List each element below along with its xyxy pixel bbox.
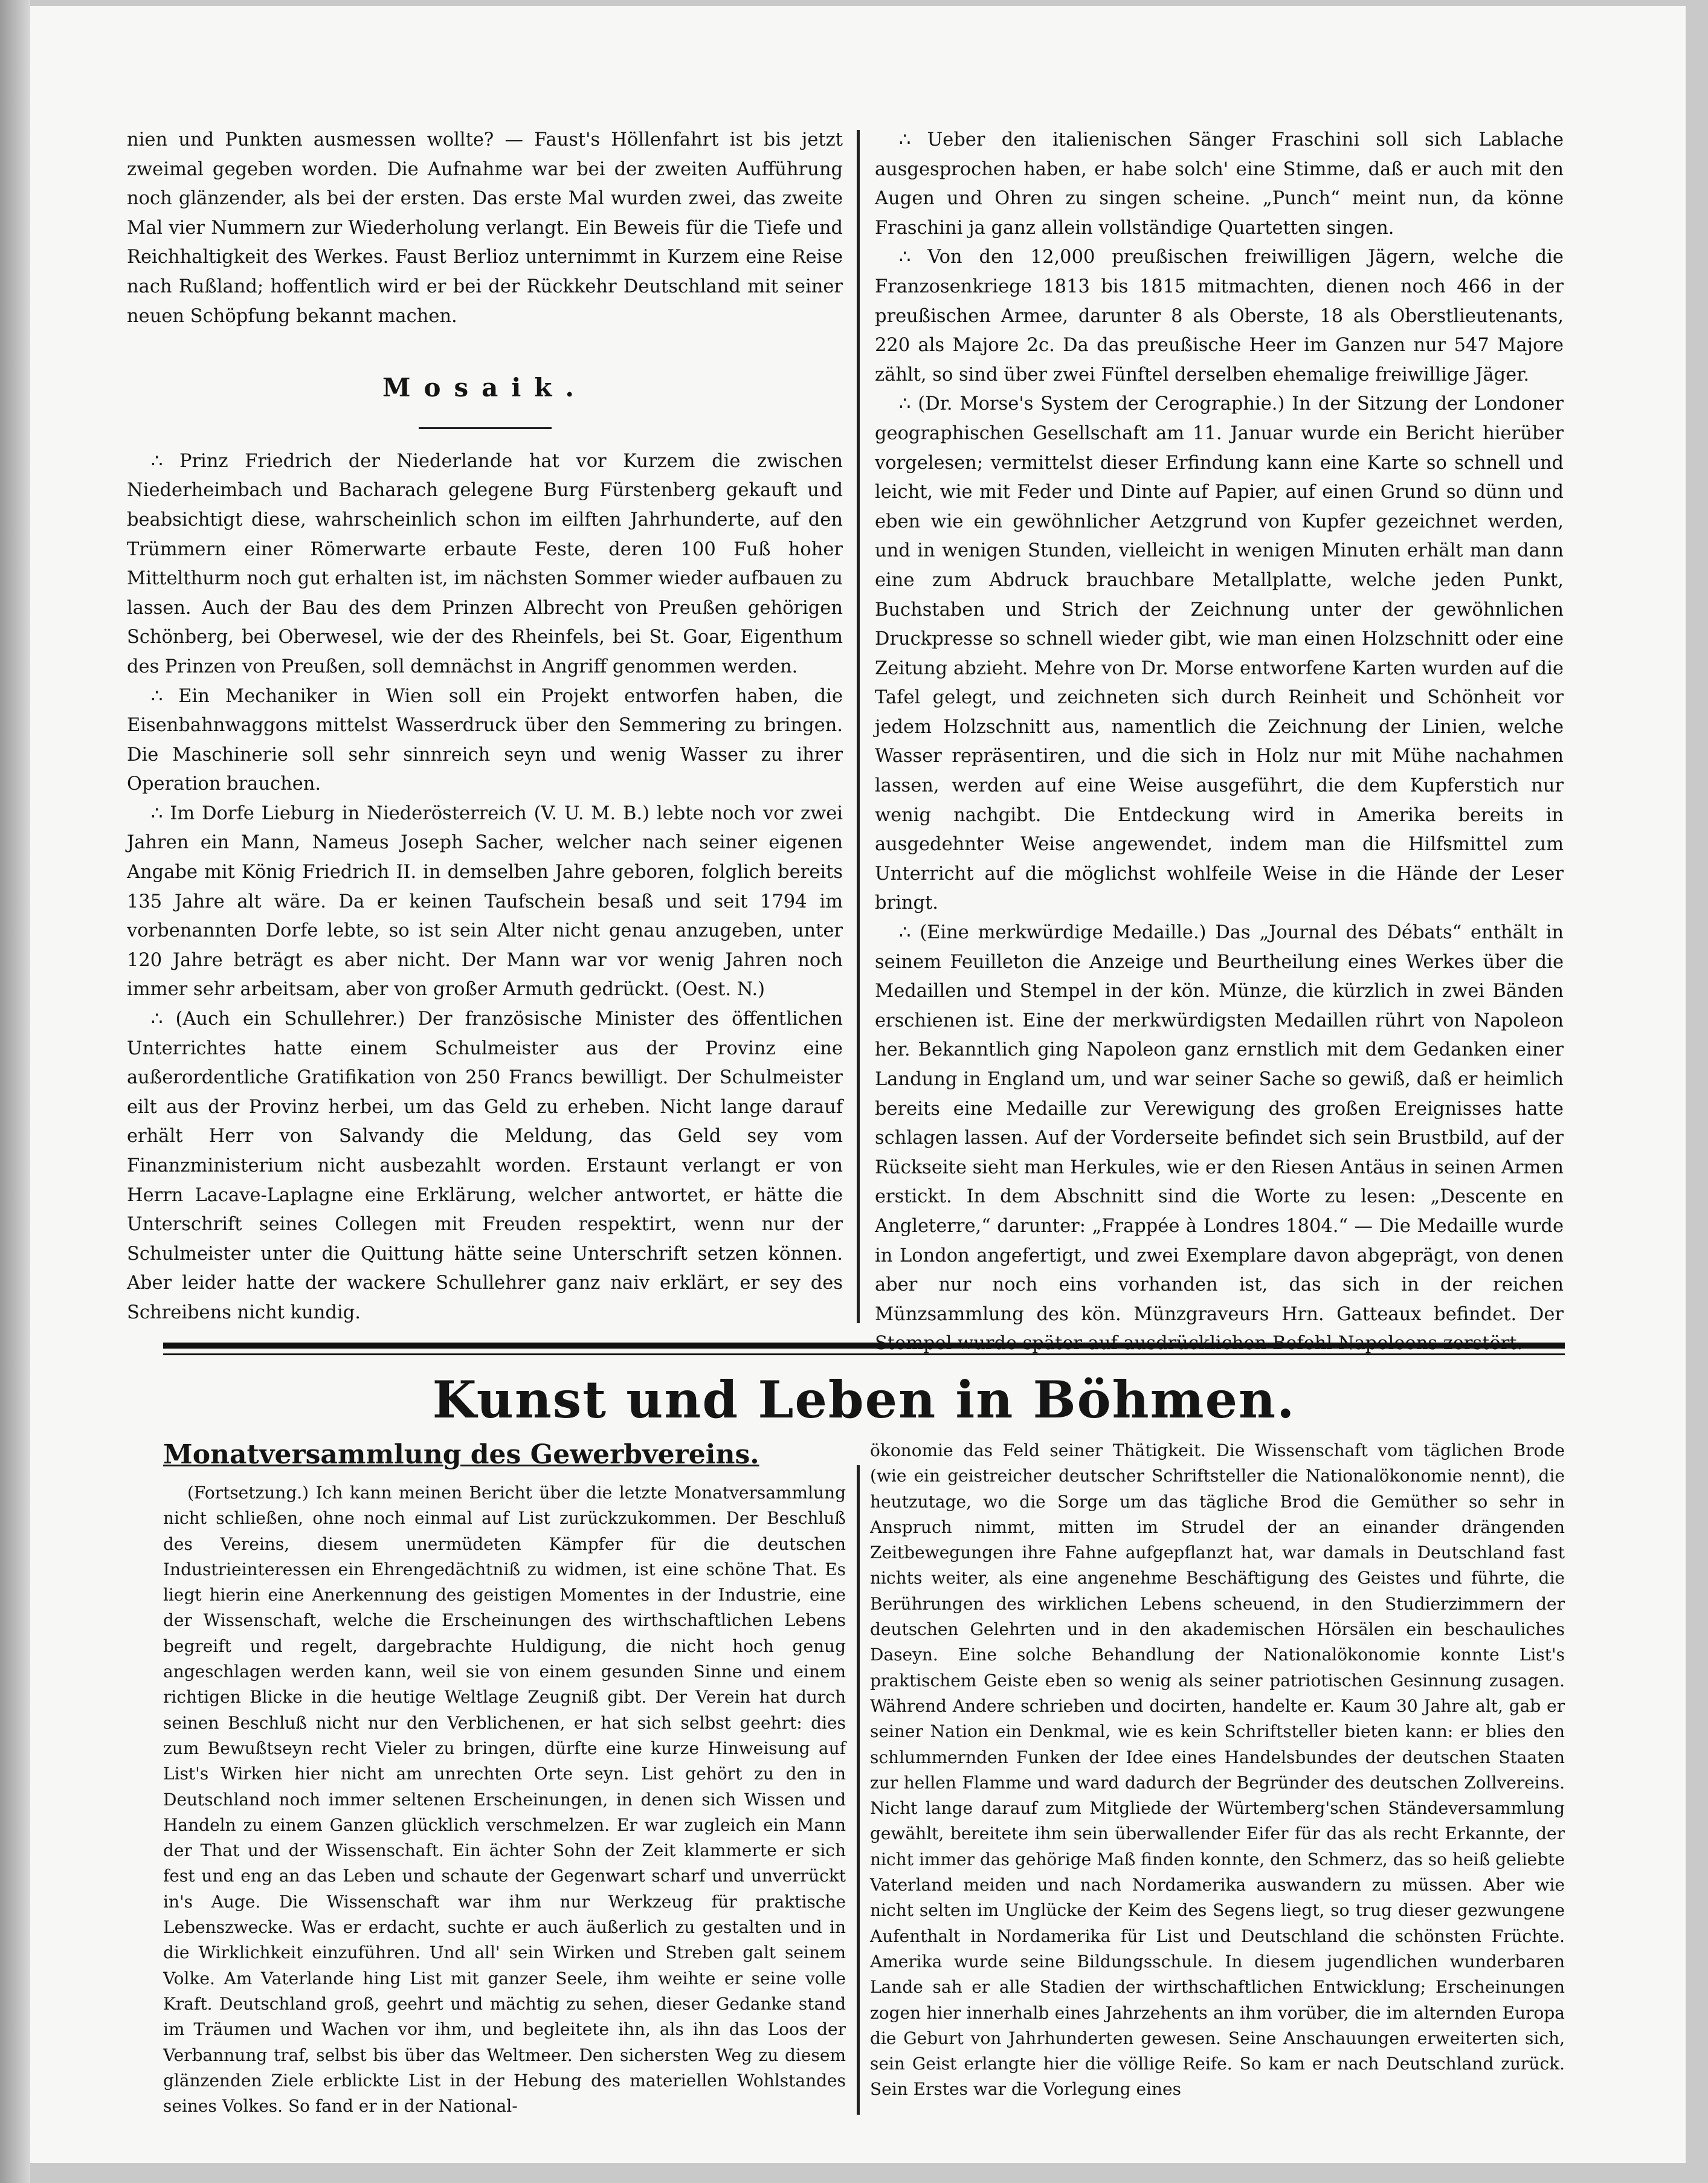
article-fraschini: ∴ Ueber den italienischen Sänger Fraschini soll sich Lablache ausgesprochen haben, er habe solch' eine Stimme, daß er auch mit den Augen und Ohren zu singen scheine. „Punch“ meint nun, da könne Fraschini ja ganz allein vollständige Quartetten singen.	[875, 129, 1564, 239]
article-schullehrer: ∴ (Auch ein Schullehrer.) Der französische Minister des öffentlichen Unterrichtes hatte einem Schulmeister aus der Provinz eine außerordentliche Gratifikation von 250 Francs bewilligt. Der Schulmeister eilt aus der Provinz herbei, um das Geld zu erheben. Nicht lange darauf erhält Herr von Salvandy die Meldung, das Geld sey vom Finanzministerium nicht ausbezahlt worden. Erstaunt verlangt er von Herrn Lacave-Laplagne eine Erklärung, welcher antwortet, er hätte die Unterschrift seines Collegen mit Freuden respektirt, wenn nur der Schulmeister unter die Quittung hätte seine Unterschrift setzen können. Aber leider hatte der wackere Schullehrer ganz naiv erklärt, er sey des Schreibens nicht kundig.	[127, 1008, 843, 1323]
article-freiwillige-jaeger: ∴ Von den 12,000 preußischen freiwilligen Jägern, welche die Franzosenkriege 1813 bis 1815 mitmachten, dienen noch 466 in der preußischen Armee, darunter 8 als Oberste, 18 als Oberstlieutenants, 220 als Majore 2c. Da das preußische Heer im Ganzen nur 547 Majore zählt, so sind über zwei Fünftel derselben ehemalige freiwillige Jäger.	[875, 247, 1564, 385]
subheading-gewerbverein: Monatversammlung des Gewerbvereins.	[163, 1439, 759, 1470]
column-bottom-left	[163, 1438, 846, 2127]
column-divider-bottom	[857, 1465, 860, 2115]
gewerbverein-text-left: (Fortsetzung.) Ich kann meinen Bericht über die letzte Monatversammlung nicht schließen, ohne noch einmal auf List zurückzukommen. Der Beschluß des Vereins, diesem unermüdeten Kämpfer für die deutschen Industrieinteressen ein Ehrengedächtniß zu widmen, ist eine schöne That. Es liegt hierin eine Anerkennung des geistigen Momentes in der Industrie, eine der Wissenschaft, welche die Erscheinungen des wirthschaftlichen Lebens begreift und regelt, dargebrachte Huldigung, die nicht hoch genug angeschlagen werden kann, weil sie von einem gesunden Sinne und einem richtigen Blicke in die heutige Weltlage Zeugniß gibt. Der Verein hat durch seinen Beschluß nicht nur den Verblichenen, er hat sich selbst geehrt: dies zum Bewußtseyn recht Vieler zu bringen, dürfte eine kurze Hinweisung auf List's Wirken hier nicht am unrechten Orte seyn. List gehört zu den in Deutschland noch immer seltenen Erscheinungen, in denen sich Wissen und Handeln zu einem Ganzen glücklich verschmelzen. Er war zugleich ein Mann der That und der Wissenschaft. Ein ächter Sohn der Zeit klammerte er sich fest und eng an das Leben und schaute der Gegenwart scharf und unverrückt in's Auge. Die Wissenschaft war ihm nur Werkzeug für praktische Lebenszwecke. Was er erdacht, suchte er auch äußerlich zu gestalten und in die Wirklichkeit einzuführen. Und all' sein Wirken und Streben galt seinem Volke. Am Vaterlande hing List mit ganzer Seele, ihm weihte er seine volle Kraft. Deutschland groß, geehrt und mächtig zu sehen, dieser Gedanke stand im Träumen und Wachen vor ihm, und begleitete ihn, als ihn das Loos der Verbannung traf, selbst bis über das Weltmeer. Den sichersten Weg zu diesem glänzenden Ziele erblickte List in der Hebung des materiellen Wohlstandes seines Volkes. So fand er in der National-	[163, 1483, 846, 2117]
section-divider-thick	[163, 1343, 1565, 1349]
section-divider-thin	[163, 1353, 1565, 1355]
column-top-right	[851, 126, 1564, 1331]
article-medaille: ∴ (Eine merkwürdige Medaille.) Das „Journal des Débats“ enthält in seinem Feuilleton die Anzeige und Beurtheilung eines Werkes über die Medaillen und Stempel in der kön. Münze, die kürzlich in zwei Bänden erschienen ist. Eine der merkwürdigsten Medaillen rührt von Napoleon her. Bekanntlich ging Napoleon ganz ernstlich mit dem Gedanken einer Landung in England um, und war seiner Sache so gewiß, daß er heimlich bereits eine Medaille zur Verewigung des großen Ereignisses hatte schlagen lassen. Auf der Vorderseite befindet sich sein Brustbild, auf der Rückseite sieht man Herkules, wie er den Riesen Antäus in seinen Armen erstickt. In dem Abschnitt sind die Worte zu lesen: „Descente en Angleterre,“ darunter: „Frappée à Londres 1804.“ — Die Medaille wurde in London angefertigt, und zwei Exemplare davon abgeprägt, von denen aber nur noch eins vorhanden ist, das sich in der reichen Münzsammlung des kön. Münzgraveurs Hrn. Gatteaux befindet. Der	[875, 922, 1564, 1325]
column-bottom-right	[870, 1438, 1565, 2127]
scan-edge	[0, 0, 30, 2183]
berlioz-paragraph: nien und Punkten ausmessen wollte? — Faust's Höllenfahrt ist bis jetzt zweimal gegeben worden. Die Aufnahme war bei der zweiten Aufführung noch glänzender, als bei der ersten. Das erste Mal wurden zwei, das zweite Mal vier Nummern zur Wiederholung verlangt. Ein Beweis für die Tiefe und Reichhaltigkeit des Werkes. Faust Berlioz unternimmt in Kurzem eine Reise nach Rußland; hoffentlich wird er bei der Rückkehr Deutschland mit seiner neuen Schöpfung bekannt machen.	[127, 129, 843, 327]
article-prinz-friedrich: ∴ Prinz Friedrich der Niederlande hat vor Kurzem die zwischen Niederheimbach und Bacharach gelegene Burg Fürstenberg gekauft und beabsichtigt diese, wahrscheinlich schon im eilften Jahrhunderte, auf den Trümmern einer Römerwarte erbaute Feste, deren 100 Fuß hoher Mittelthurm noch gut erhalten ist, im nächsten Sommer wieder aufbauen zu lassen. Auch der Bau des dem Prinzen Albrecht von Preußen gehörigen Schönberg, bei Oberwesel, wie der des Rheinfels, bei St. Goar, Eigenthum des Prinzen von Preußen, soll demnächst in Angriff genommen werden.	[127, 450, 843, 677]
column-top-left	[127, 126, 843, 1331]
section-title: Kunst und Leben in Böhmen.	[432, 1370, 1296, 1430]
article-joseph-sacher: ∴ Im Dorfe Lieburg in Niederösterreich (V. U. M. B.) lebte noch vor zwei Jahren ein Mann, Nameus Joseph Sacher, welcher nach seiner eigenen Angabe mit König Friedrich II. in demselben Jahre geboren, folglich bereits 135 Jahre alt wäre. Da er keinen Taufschein besaß und seit 1794 im vorbenannten Dorfe lebte, so ist sein Alter nicht genau anzugeben, unter 120 Jahre beträgt es aber nicht. Der Mann war vor wenig Jahren noch immer sehr arbeitsam, aber von großer Armuth gedrückt. (Oest. N.)	[127, 802, 843, 1001]
article-mechaniker-wien: ∴ Ein Mechaniker in Wien soll ein Projekt entworfen haben, die Eisenbahnwaggons mittelst Wasserdruck über den Semmering zu bringen. Die Maschinerie soll sehr sinnreich seyn und wenig Wasser zu ihrer Operation brauchen.	[127, 685, 843, 795]
gewerbverein-text-right: ökonomie das Feld seiner Thätigkeit. Die Wissenschaft vom täglichen Brode (wie ein geistreicher deutscher Schriftsteller die Nationalökonomie nennt), die heutzutage, wo die Sorge um das tägliche Brod die Gemüther so sehr in Anspruch nimmt, mitten im Strudel der an einander drängenden Zeitbewegungen ihre Fahne aufgepflanzt hat, war damals in Deutschland fast nichts weiter, als eine angenehme Beschäftigung des Geistes und führte, die Berührungen des wirklichen Lebens scheuend, in den Studierzimmern der deutschen Gelehrten und in den akademischen Hörsälen ein beschauliches Daseyn. Eine solche Behandlung der Nationalökonomie konnte List's praktischem Geiste eben so wenig als seiner patriotischen Gesinnung zusagen. Während Andere schrieben und docirten, handelte er. Kaum 30 Jahre alt, gab er seiner Nation ein Denkmal, wie es kein Schriftsteller bieten kann: er blies den schlummernden Funken der Idee eines Handelsbundes der deutschen Staaten zur hellen Flamme und ward dadurch der Begründer des deutschen Zollvereins. Nicht lange darauf zum Mitgliede der Würtemberg'schen Ständeversammlung gewählt, bereitete ihm sein überwallender Eifer für das als recht Erkannte, der nicht immer das gehörige Maß finden konnte, den Schmerz, das so heiß geliebte Vaterland meiden und nach Nordamerika auswandern zu müssen. Aber wie nicht selten im Unglücke der Keim des Segens liegt, so trug dieser gezwungene Aufenthalt in Nordamerika für List und Deutschland die schönsten Früchte. Amerika wurde seine Bildungsschule. In diesem jugendlichen wunderbaren Lande sah er alle Stadien der wirthschaftlichen Entwicklung; Erscheinungen zogen hier innerhalb eines Jahrzehents an ihm vorüber, die im alternden Europa die Geburt von Jahrhunderten gewesen. Seine Anschauungen erweiterten sich, sein Geist erlangte hier die völlige Reife. So kam er nach Deutschland zurück. Sein Erstes war die Vorlegung eines	[870, 1440, 1565, 2100]
mosaik-heading: Mosaik.	[382, 373, 588, 403]
article-cerographie: ∴ (Dr. Morse's System der Cerographie.) In der Sitzung der Londoner geographischen Gesellschaft am 11. Januar wurde ein Bericht hierüber vorgelesen; vermittelst dieser Erfindung kann eine Karte so schnell und leicht, wie mit Feder und Dinte auf Papier, auf einen Grund so dünn und eben wie ein gewöhnlicher Aetzgrund von Kupfer gezeichnet werden, und in wenigen Stunden, vielleicht in wenigen Minuten erhält man dann eine zum Abdruck brauchbare Metallplatte, welche jeden Punkt, Buchstaben und Strich der Zeichnung unter der gewöhnlichen Druckpresse so schnell wieder gibt, wie man einen Holzschnitt oder eine Zeitung abzieht. Mehre von Dr. Morse entworfene Karten wurden auf die Tafel gelegt, und zeichneten sich durch Reinheit und Schönheit vor jedem Holzschnitt aus, namentlich die Zeichnung der Linien, welche Wasser repräsentiren, und die sich in Holz nur mit Mühe nachahmen lassen, werden auf eine Weise ausgeführt, die dem Kupferstich nur wenig nachgibt. Die Entdeckung wird in Amerika bereits in ausgedehnter Weise angewendet, indem man die Hilfsmittel zum Unterricht auf die möglichst wohlfeile Weise in die Hände der Leser bringt.	[875, 393, 1564, 914]
heading-rule	[419, 427, 552, 429]
